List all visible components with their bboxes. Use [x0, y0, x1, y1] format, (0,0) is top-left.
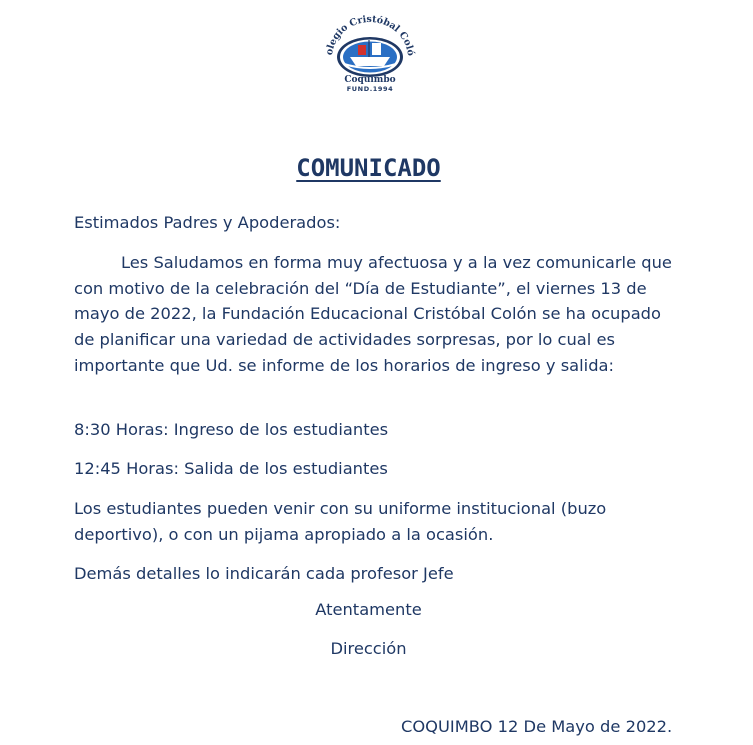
salutation: Estimados Padres y Apoderados:	[74, 213, 341, 232]
body-text: Les Saludamos en forma muy afectuosa y a la vez comunicarle que con motivo de la celebración del “Día de Estudiante”, el viernes 13 de mayo de 2022, la Fundación Educacional Cristóbal Colón se ha ocupado de planificar una variedad de actividades sorpresas, por lo cual es importante que Ud. se informe de los horarios de ingreso y salida:	[74, 253, 672, 375]
body-paragraph	[74, 250, 674, 379]
logo-city-text: Coquimbo	[344, 75, 396, 85]
document-title: COMUNICADO	[296, 154, 441, 182]
logo-arc-text: olegio Cristóbal Coló	[324, 13, 417, 57]
closing-text: Atentamente	[315, 600, 422, 619]
school-crest-icon	[320, 12, 420, 92]
details-note: Demás detalles lo indicarán cada profesor Jefe	[74, 564, 454, 583]
uniform-note: Los estudiantes pueden venir con su uniforme institucional (buzo deportivo), o con un pijama apropiado a la ocasión.	[74, 499, 607, 544]
schedule-entry-in: 8:30 Horas: Ingreso de los estudiantes	[74, 420, 389, 439]
signature-text: Dirección	[330, 639, 407, 658]
school-logo	[320, 12, 420, 92]
logo-founded-text: FUND.1994	[346, 85, 394, 92]
schedule-entry-out: 12:45 Horas: Salida de los estudiantes	[74, 459, 388, 478]
place-date: COQUIMBO 12 De Mayo de 2022.	[401, 717, 673, 736]
